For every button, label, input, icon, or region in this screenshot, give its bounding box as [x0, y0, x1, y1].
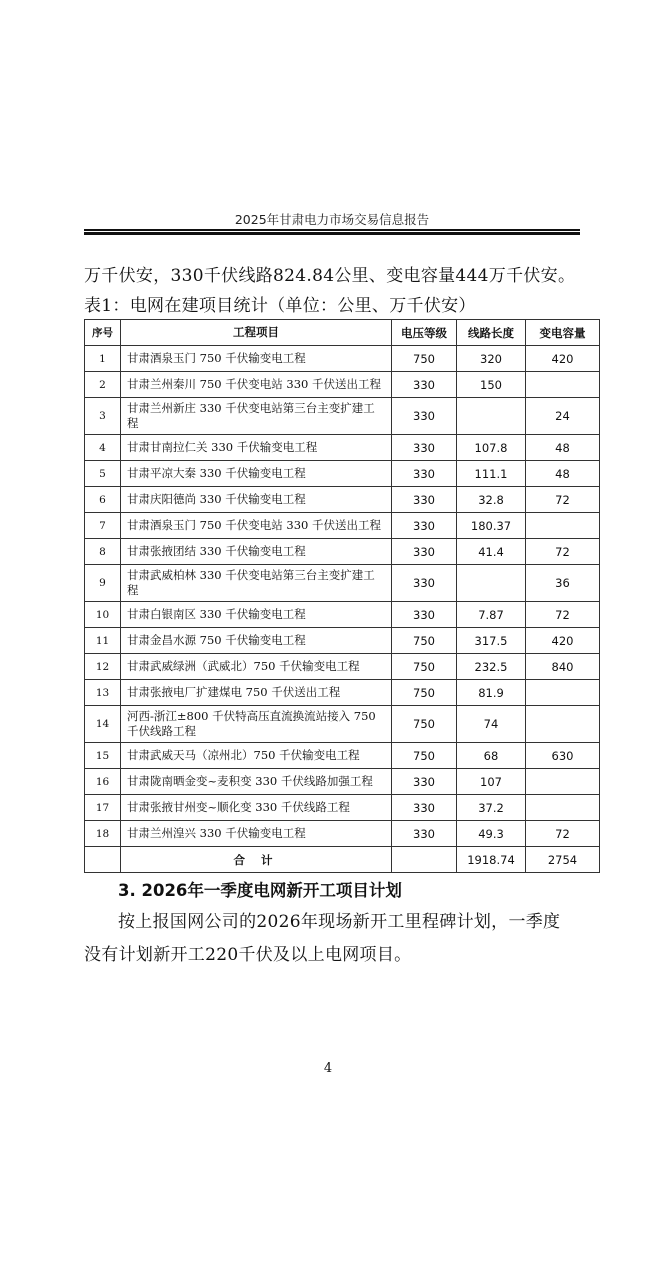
col-header-capacity: 变电容量 [526, 320, 600, 346]
substation-capacity [526, 795, 600, 821]
line-length: 41.4 [457, 539, 526, 565]
project-name: 甘肃庆阳德尚 330 千伏输变电工程 [121, 487, 392, 513]
voltage-level: 750 [392, 628, 457, 654]
row-no: 7 [85, 513, 121, 539]
table-row [85, 821, 600, 847]
table-row [85, 346, 600, 372]
table-row [85, 706, 600, 743]
voltage-level: 750 [392, 346, 457, 372]
line-length: 317.5 [457, 628, 526, 654]
project-name: 甘肃平凉大秦 330 千伏输变电工程 [121, 461, 392, 487]
table-row [85, 565, 600, 602]
total-voltage-cell [392, 847, 457, 873]
line-length [457, 565, 526, 602]
line-length: 150 [457, 372, 526, 398]
substation-capacity: 420 [526, 628, 600, 654]
table-row [85, 513, 600, 539]
col-header-voltage: 电压等级 [392, 320, 457, 346]
row-no: 14 [85, 706, 121, 743]
line-length: 107 [457, 769, 526, 795]
table-header-row [85, 320, 600, 346]
col-header-no: 序号 [85, 320, 121, 346]
table-row [85, 398, 600, 435]
row-no: 12 [85, 654, 121, 680]
table-row [85, 743, 600, 769]
substation-capacity [526, 372, 600, 398]
table-row [85, 602, 600, 628]
total-capacity: 2754 [526, 847, 600, 873]
project-name: 甘肃武威绿洲（武威北）750 千伏输变电工程 [121, 654, 392, 680]
table-row [85, 680, 600, 706]
voltage-level: 330 [392, 461, 457, 487]
table-row [85, 769, 600, 795]
plan-paragraph-line1: 按上报国网公司的2026年现场新开工里程碑计划，一季度 [118, 912, 561, 932]
row-no: 8 [85, 539, 121, 565]
header-rule-thin [84, 229, 580, 231]
substation-capacity [526, 706, 600, 743]
line-length: 74 [457, 706, 526, 743]
project-name: 甘肃武威天马（凉州北）750 千伏输变电工程 [121, 743, 392, 769]
line-length: 81.9 [457, 680, 526, 706]
voltage-level: 750 [392, 706, 457, 743]
line-length: 180.37 [457, 513, 526, 539]
row-no: 18 [85, 821, 121, 847]
voltage-level: 330 [392, 487, 457, 513]
voltage-level: 330 [392, 795, 457, 821]
row-no: 16 [85, 769, 121, 795]
voltage-level: 330 [392, 435, 457, 461]
row-no: 2 [85, 372, 121, 398]
table-row [85, 628, 600, 654]
table-body [85, 346, 600, 873]
line-length: 7.87 [457, 602, 526, 628]
line-length: 320 [457, 346, 526, 372]
table-row [85, 372, 600, 398]
voltage-level: 750 [392, 743, 457, 769]
table-row [85, 795, 600, 821]
substation-capacity: 72 [526, 602, 600, 628]
line-length: 37.2 [457, 795, 526, 821]
line-length: 107.8 [457, 435, 526, 461]
table-row [85, 539, 600, 565]
project-name: 甘肃张掖团结 330 千伏输变电工程 [121, 539, 392, 565]
substation-capacity: 630 [526, 743, 600, 769]
line-length: 49.3 [457, 821, 526, 847]
project-name: 甘肃白银南区 330 千伏输变电工程 [121, 602, 392, 628]
voltage-level: 750 [392, 654, 457, 680]
row-no: 13 [85, 680, 121, 706]
substation-capacity [526, 769, 600, 795]
line-length [457, 398, 526, 435]
table-row [85, 487, 600, 513]
project-name: 甘肃兰州新庄 330 千伏变电站第三台主变扩建工程 [121, 398, 392, 435]
voltage-level: 330 [392, 821, 457, 847]
project-name: 甘肃兰州秦川 750 千伏变电站 330 千伏送出工程 [121, 372, 392, 398]
line-length: 111.1 [457, 461, 526, 487]
project-name: 河西-浙江±800 千伏特高压直流换流站接入 750 千伏线路工程 [121, 706, 392, 743]
col-header-project: 工程项目 [121, 320, 392, 346]
project-name: 甘肃武威柏林 330 千伏变电站第三台主变扩建工程 [121, 565, 392, 602]
project-name: 甘肃甘南拉仁关 330 千伏输变电工程 [121, 435, 392, 461]
substation-capacity: 48 [526, 435, 600, 461]
voltage-level: 330 [392, 398, 457, 435]
substation-capacity: 36 [526, 565, 600, 602]
total-label: 合 计 [121, 847, 392, 873]
line-length: 32.8 [457, 487, 526, 513]
header-rule-thick [84, 232, 580, 235]
line-length: 68 [457, 743, 526, 769]
voltage-level: 330 [392, 565, 457, 602]
row-no: 11 [85, 628, 121, 654]
table-caption: 表1：电网在建项目统计（单位：公里、万千伏安） [84, 296, 476, 316]
substation-capacity: 72 [526, 539, 600, 565]
voltage-level: 330 [392, 539, 457, 565]
project-name: 甘肃酒泉玉门 750 千伏变电站 330 千伏送出工程 [121, 513, 392, 539]
row-no: 3 [85, 398, 121, 435]
project-name: 甘肃兰州湟兴 330 千伏输变电工程 [121, 821, 392, 847]
project-name: 甘肃酒泉玉门 750 千伏输变电工程 [121, 346, 392, 372]
report-header: 2025年甘肃电力市场交易信息报告 [234, 212, 430, 227]
substation-capacity: 72 [526, 821, 600, 847]
plan-paragraph-line2: 没有计划新开工220千伏及以上电网项目。 [84, 945, 412, 965]
project-name: 甘肃张掖甘州变~顺化变 330 千伏线路工程 [121, 795, 392, 821]
substation-capacity: 840 [526, 654, 600, 680]
row-no: 9 [85, 565, 121, 602]
voltage-level: 330 [392, 513, 457, 539]
row-no: 5 [85, 461, 121, 487]
total-no-cell [85, 847, 121, 873]
page-number: 4 [323, 1061, 333, 1076]
voltage-level: 750 [392, 680, 457, 706]
voltage-level: 330 [392, 769, 457, 795]
row-no: 1 [85, 346, 121, 372]
row-no: 4 [85, 435, 121, 461]
table-row [85, 435, 600, 461]
voltage-level: 330 [392, 602, 457, 628]
row-no: 6 [85, 487, 121, 513]
substation-capacity: 420 [526, 346, 600, 372]
substation-capacity [526, 680, 600, 706]
row-no: 17 [85, 795, 121, 821]
table-row-total [85, 847, 600, 873]
table-row [85, 461, 600, 487]
substation-capacity: 24 [526, 398, 600, 435]
line-length: 232.5 [457, 654, 526, 680]
voltage-level: 330 [392, 372, 457, 398]
substation-capacity: 72 [526, 487, 600, 513]
section-heading: 3. 2026年一季度电网新开工项目计划 [118, 881, 402, 900]
total-length: 1918.74 [457, 847, 526, 873]
row-no: 15 [85, 743, 121, 769]
row-no: 10 [85, 602, 121, 628]
project-name: 甘肃张掖电厂扩建煤电 750 千伏送出工程 [121, 680, 392, 706]
table-row [85, 654, 600, 680]
project-name: 甘肃金昌水源 750 千伏输变电工程 [121, 628, 392, 654]
substation-capacity: 48 [526, 461, 600, 487]
col-header-length: 线路长度 [457, 320, 526, 346]
intro-paragraph: 万千伏安，330千伏线路824.84公里、变电容量444万千伏安。 [84, 266, 576, 286]
project-name: 甘肃陇南晒金变~麦积变 330 千伏线路加强工程 [121, 769, 392, 795]
projects-table [84, 319, 600, 873]
substation-capacity [526, 513, 600, 539]
